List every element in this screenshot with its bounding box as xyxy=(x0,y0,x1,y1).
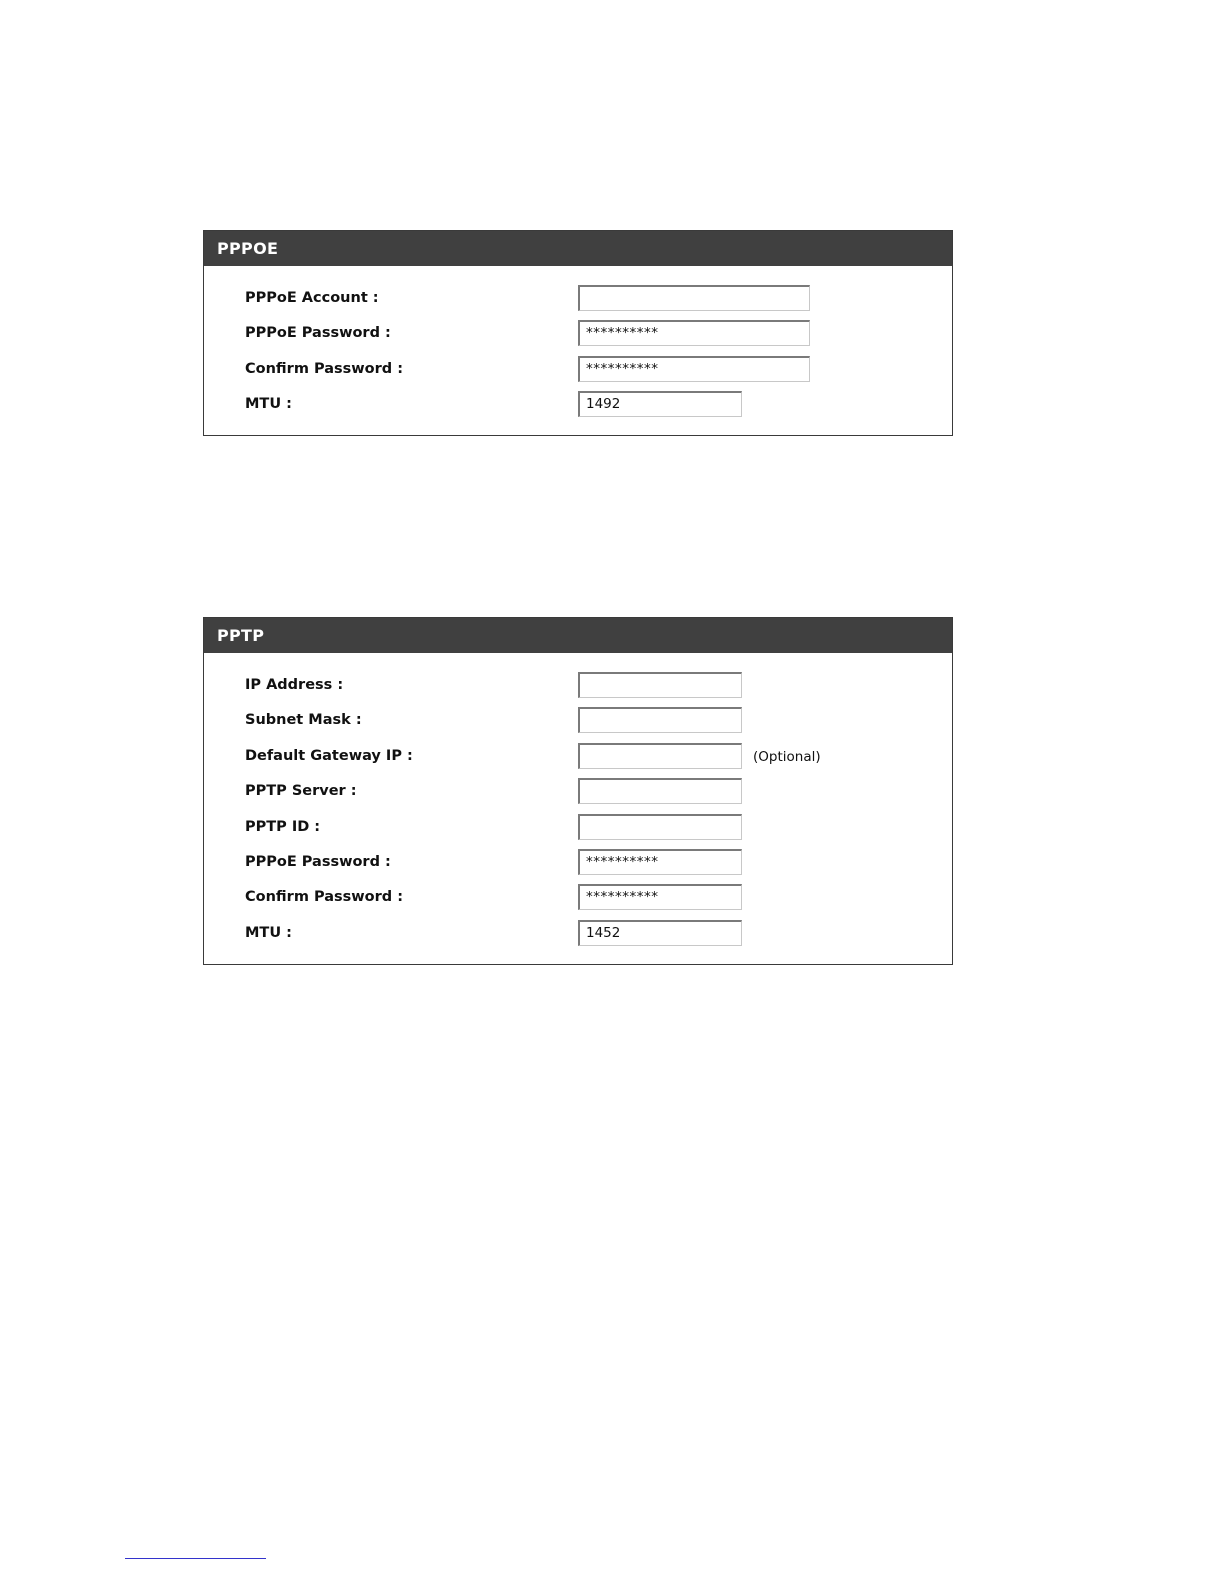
pppoe-confirm-password-row xyxy=(204,355,952,390)
footer-divider xyxy=(125,1558,266,1559)
pppoe-password-input[interactable]: ********** xyxy=(578,320,810,346)
pppoe-mtu-input[interactable]: 1492 xyxy=(578,391,742,417)
pppoe-confirm-password-input[interactable]: ********** xyxy=(578,356,810,382)
pptp-password-input[interactable]: ********** xyxy=(578,849,742,875)
pptp-form xyxy=(204,653,952,954)
pppoe-panel xyxy=(203,230,953,436)
pptp-confirm-password-row xyxy=(204,883,952,918)
pptp-gateway-optional-hint: (Optional) xyxy=(753,748,821,765)
pppoe-form xyxy=(204,266,952,426)
pptp-id-input[interactable] xyxy=(578,814,742,840)
pptp-panel-title: PPTP xyxy=(204,618,952,653)
pptp-password-label: PPPoE Password : xyxy=(245,853,391,870)
pptp-confirm-password-input[interactable]: ********** xyxy=(578,884,742,910)
pppoe-confirm-password-label: Confirm Password : xyxy=(245,360,403,377)
pptp-panel xyxy=(203,617,953,965)
pptp-ip-address-row xyxy=(204,671,952,706)
pppoe-password-row xyxy=(204,319,952,354)
pppoe-account-label: PPPoE Account : xyxy=(245,290,379,306)
pptp-subnet-mask-row xyxy=(204,706,952,741)
pptp-password-row xyxy=(204,848,952,883)
pptp-subnet-mask-input[interactable] xyxy=(578,707,742,733)
pptp-ip-address-input[interactable] xyxy=(578,672,742,698)
pptp-mtu-input[interactable]: 1452 xyxy=(578,920,742,946)
pptp-server-row xyxy=(204,777,952,812)
pppoe-panel-title: PPPOE xyxy=(204,231,952,266)
pptp-gateway-row xyxy=(204,742,952,777)
pptp-server-input[interactable] xyxy=(578,778,742,804)
pppoe-password-label: PPPoE Password : xyxy=(245,325,391,342)
pptp-id-label: PPTP ID : xyxy=(245,818,321,835)
pptp-subnet-mask-label: Subnet Mask : xyxy=(245,712,362,729)
pptp-confirm-password-label: Confirm Password : xyxy=(245,889,403,906)
pppoe-mtu-row xyxy=(204,390,952,425)
pptp-ip-address-label: IP Address : xyxy=(245,677,344,693)
pptp-server-label: PPTP Server : xyxy=(245,783,357,800)
pppoe-account-input[interactable] xyxy=(578,285,810,311)
pptp-mtu-label: MTU : xyxy=(245,924,292,941)
pptp-gateway-input[interactable] xyxy=(578,743,742,769)
pptp-mtu-row xyxy=(204,919,952,954)
pppoe-mtu-label: MTU : xyxy=(245,396,292,413)
pppoe-account-row xyxy=(204,284,952,319)
pptp-id-row xyxy=(204,813,952,848)
pptp-gateway-label: Default Gateway IP : xyxy=(245,747,413,764)
